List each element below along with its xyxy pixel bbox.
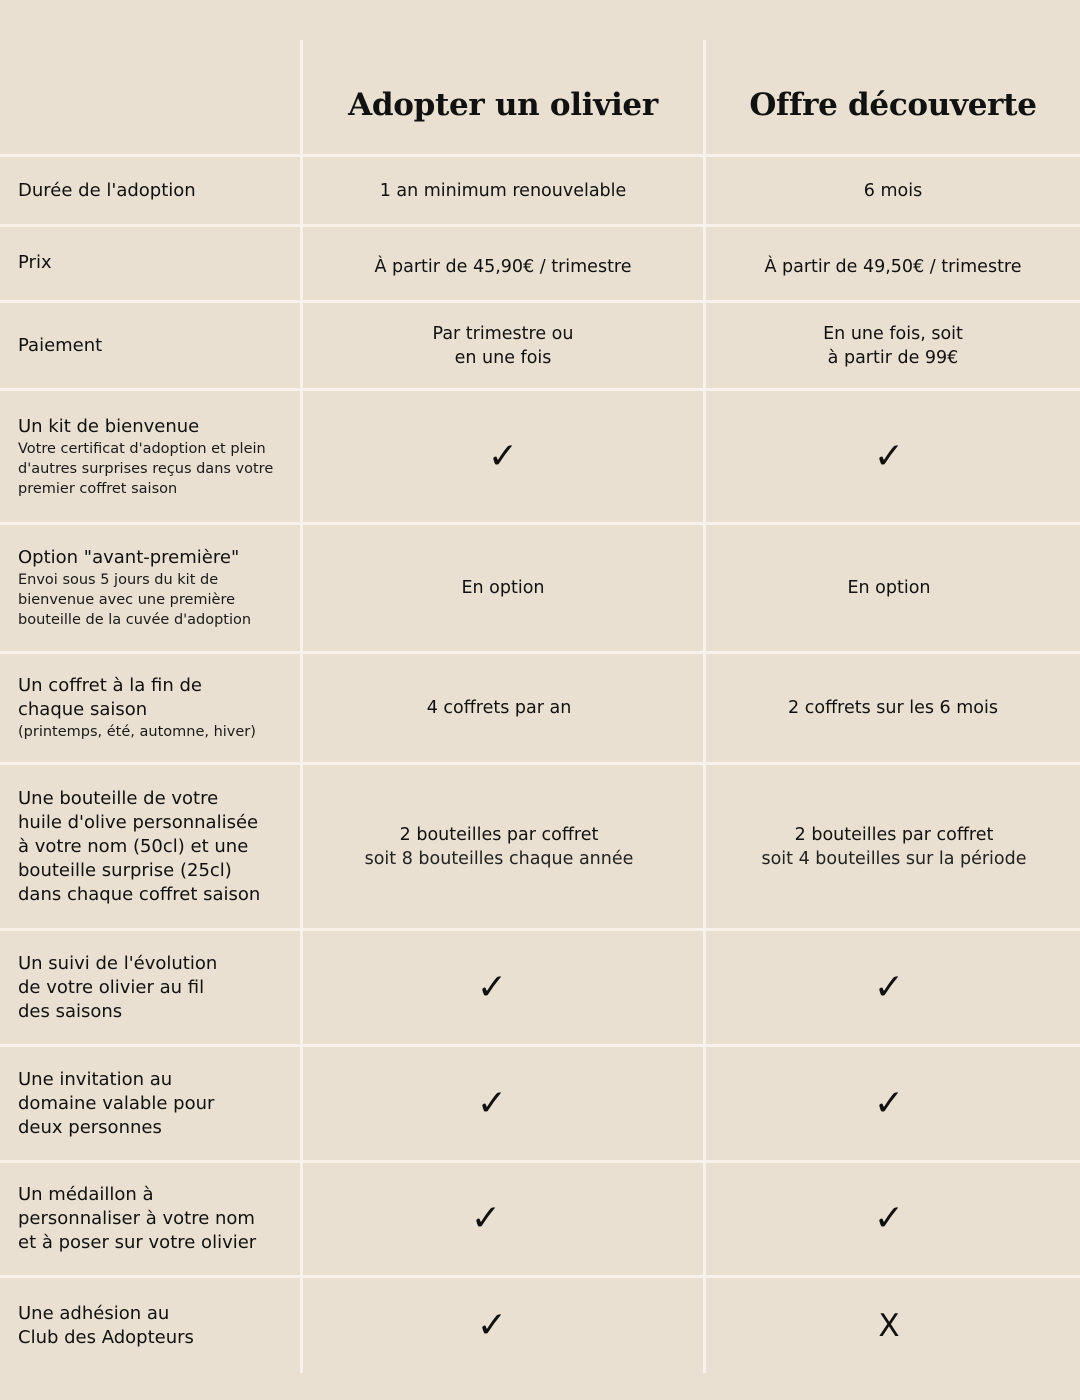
row-label-avant-premiere — [18, 525, 300, 651]
row-sublabel-text: Envoi sous 5 jours du kit de bienvenue avec une première bouteille de la cuvée d'adoption — [18, 572, 252, 628]
cell-text: En une fois, soit à partir de 99€ — [823, 323, 963, 368]
cell-invitation-decouverte — [706, 1047, 1072, 1160]
row-label-suivi — [18, 931, 300, 1044]
row-label-text: Un médaillon à personnaliser à votre nom et à poser sur votre olivier — [18, 1184, 257, 1253]
row-label-text: Un coffret à la fin de chaque saison — [18, 675, 202, 720]
row-label-text: Une invitation au domaine valable pour deux personnes — [18, 1068, 215, 1138]
cell-club-decouverte — [706, 1278, 1072, 1373]
cell-duree-decouverte — [706, 157, 1080, 224]
cell-avant-premiere-decouverte — [706, 525, 1072, 651]
check-icon: ✓ — [873, 1198, 905, 1239]
check-icon: ✓ — [873, 1082, 905, 1124]
check-icon: ✓ — [470, 1198, 502, 1239]
cell-medaillon-decouverte — [706, 1163, 1072, 1275]
cell-text: 1 an minimum renouvelable — [379, 180, 627, 201]
cell-text: À partir de 45,90€ / trimestre — [374, 256, 632, 277]
row-label-prix — [18, 227, 300, 300]
cell-paiement-decouverte — [706, 303, 1080, 388]
check-icon: ✓ — [476, 1304, 508, 1346]
cell-bouteille-adopter — [303, 765, 695, 928]
row-label-club — [18, 1278, 300, 1373]
check-icon: ✓ — [476, 966, 508, 1008]
cell-text: 2 coffrets sur les 6 mois — [788, 698, 998, 718]
cell-text: 6 mois — [863, 180, 923, 201]
row-label-invitation — [18, 1047, 300, 1160]
row-label-text: Une adhésion au Club des Adopteurs — [18, 1302, 194, 1348]
row-label-text: Un suivi de l'évolution de votre olivier au fil des saisons — [18, 952, 218, 1022]
cell-text: 2 bouteilles par coffret — [794, 824, 994, 845]
cell-text: 4 coffrets par an — [426, 698, 572, 718]
check-icon: ✓ — [476, 1082, 508, 1124]
cell-text: Par trimestre ou en une fois — [432, 323, 574, 368]
cross-icon: X — [878, 1307, 900, 1344]
cell-bouteille-decouverte — [706, 765, 1080, 928]
check-icon: ✓ — [487, 435, 519, 477]
row-sublabel-text: (printemps, été, automne, hiver) — [18, 724, 256, 740]
row-label-medaillon — [18, 1163, 300, 1275]
row-label-bouteille — [18, 765, 300, 928]
cell-coffret-adopter — [303, 654, 695, 762]
cell-avant-premiere-adopter — [303, 525, 703, 651]
row-label-duree — [18, 157, 300, 224]
cell-text: En option — [847, 578, 931, 598]
cell-prix-adopter — [303, 227, 703, 300]
cell-subtext: soit 4 bouteilles sur la période — [761, 848, 1027, 869]
row-sublabel-text: Votre certificat d'adoption et plein d'autres surprises reçus dans votre premier coffret saison — [18, 440, 274, 497]
row-label-text: Un kit de bienvenue — [18, 415, 200, 437]
cell-text: À partir de 49,50€ / trimestre — [764, 256, 1022, 277]
cell-kit-adopter — [303, 391, 703, 522]
cell-prix-decouverte — [706, 227, 1080, 300]
cell-paiement-adopter — [303, 303, 703, 388]
row-label-text: Une bouteille de votre huile d'olive personnalisée à votre nom (50cl) et une bouteille surprise (25cl) dans chaque coffret saison — [18, 787, 261, 905]
check-icon: ✓ — [873, 435, 905, 477]
row-label-text: Prix — [18, 252, 52, 273]
column-header-adopter: Adopter un olivier — [348, 87, 658, 123]
cell-club-adopter — [303, 1278, 681, 1373]
cell-coffret-decouverte — [706, 654, 1080, 762]
cell-text: 2 bouteilles par coffret — [399, 824, 599, 845]
check-icon: ✓ — [873, 966, 905, 1008]
row-label-coffret — [18, 654, 300, 762]
cell-medaillon-adopter — [303, 1163, 669, 1275]
row-label-paiement — [18, 303, 300, 388]
row-label-text: Paiement — [18, 334, 103, 356]
cell-kit-decouverte — [706, 391, 1072, 522]
column-header-decouverte: Offre découverte — [749, 87, 1037, 123]
row-label-text: Durée de l'adoption — [18, 179, 196, 201]
row-label-text: Option "avant-première" — [18, 547, 240, 568]
cell-invitation-adopter — [303, 1047, 681, 1160]
cell-subtext: soit 8 bouteilles chaque année — [364, 848, 634, 869]
row-label-kit — [18, 391, 300, 522]
cell-suivi-decouverte — [706, 931, 1072, 1044]
cell-suivi-adopter — [303, 931, 681, 1044]
cell-duree-adopter — [303, 157, 703, 224]
cell-text: En option — [461, 578, 545, 598]
